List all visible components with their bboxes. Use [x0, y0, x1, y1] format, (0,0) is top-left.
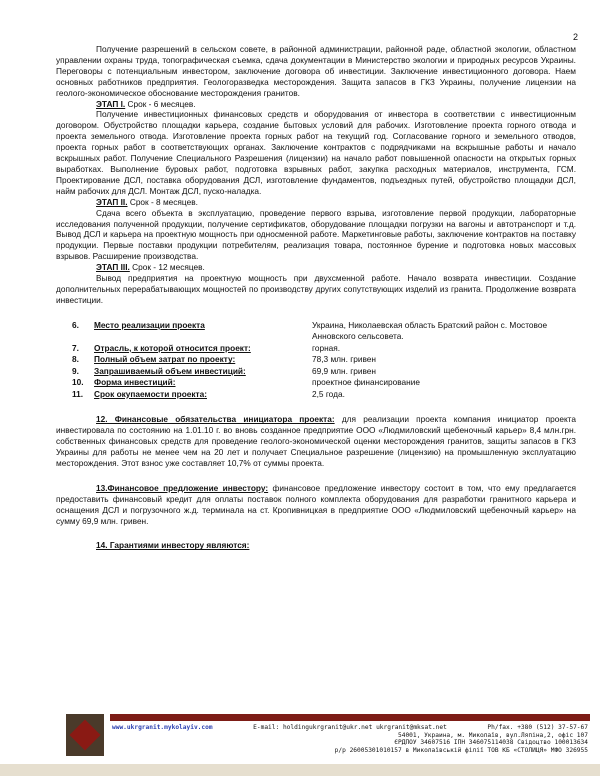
item-label: Форма инвестиций: — [94, 377, 176, 388]
stage-2-heading — [96, 197, 576, 208]
item-label: Полный объем затрат по проекту: — [94, 354, 236, 365]
stage-2-label: ЭТАП II. — [96, 196, 128, 207]
stage-3-label: ЭТАП III. — [96, 262, 130, 273]
item-number: 9. — [72, 365, 79, 376]
section-12-text: для реализации проекта компания инициатор проекта инвестировала по состоянию на 1.01.10 г. во вновь созданное предприятие ООО «Людмиловский щебеночный карьер» 8,4 млн.грн. собственных финансовых средств для проведение геолого-экономической оценки месторождения гранитов, защиты запасов в ГКЗ Украины для работы не менее чем на 20 лет и получает Специальное разрешение (лицензию) на промышленную эксплуатацию месторождения. Этот взнос уже составляет 10,7% от суммы проекта. — [56, 414, 576, 468]
codes-text: ЄРДПОУ 34607516 ІПН 346075114038 Свідоцтво 100013634 — [394, 739, 588, 747]
section-13-text: финансовое предложение инвестору состоит в том, что ему предлагается предоставить финансовый кредит для оплаты поставок полного комплекта оборудования для разработки гранитного карьера и оснащения ДСЛ и погрузочного ж.д. терминала на ст. Кропивницкая в предприятие ООО «Людмиловский щебеночный карьер» на сумму 69,9 млн. гривен. — [56, 482, 577, 526]
item-number: 11. — [72, 388, 84, 399]
email-text[interactable]: E-mail: holdingukrgranit@ukr.net ukrgranit@mksat.net — [253, 724, 447, 731]
section-12-heading: 12. Финансовые обязательства инициатора проекта: — [96, 414, 335, 425]
list-item — [72, 354, 576, 366]
address-text: 54001, Украина, м. Миколаїв, вул.Ляпіна,2, офіс 107 — [398, 731, 588, 739]
document-body — [56, 44, 576, 551]
list-item — [72, 389, 576, 401]
section-13 — [56, 483, 576, 527]
stage-2-term: Срок - 8 месяцев. — [127, 196, 198, 207]
stage-1-text: Получение инвестиционных финансовых средств и оборудования от инвестора в соответствии с инвестиционным договором. Обустройство площадки карьера, создание бытовых условий для рабочих. Изготовление проекта горного отвода и проекта земельного отвода. Изготовление проекта горных работ на текущий год. Согласование горного и земельного отводов, проекта горных работ в соответствующих органах. Заключение контрактов с подрядчиками на вскрышные работы и начало вскрышных работ. Получение Специального Разрешения (лицензии) на начало работ повышенной опасности на открытых горных выработках. Выполнение буровых работ, подготовка взрывных работ, закупка расходных материалов, инструмента, ГСМ. Проектирование ДСЛ, поставка оборудования ДСЛ, изготовление фундаментов, подъездных путей, обустройство площадки ДСЛ, найм рабочих для ДСЛ. Монтаж ДСЛ, пуско-наладка. — [56, 109, 576, 196]
stage-3-heading — [96, 262, 576, 273]
item-value: 69,9 млн. гривен — [312, 365, 376, 376]
footer-divider-bar — [110, 714, 590, 721]
item-value: 78,3 млн. гривен — [312, 354, 376, 365]
account-text: р/р 26005301010157 в Миколаївській філії ТОВ КБ «СТОЛИЦЯ» МФО 326955 — [334, 746, 588, 754]
website-link[interactable]: www.ukrgranit.mykolayiv.com — [112, 724, 213, 731]
footer-stripe — [0, 764, 600, 776]
list-item — [72, 366, 576, 378]
item-label: Отрасль, к которой относится проект: — [94, 342, 251, 353]
stage-2-text: Сдача всего объекта в эксплуатацию, проведение первого взрыва, изготовление первой продукции, лабораторные исследования полученной продукции, получение сертификатов, оборудование площадки погрузки на вагоны и автотранспорт и т.д. Вывод ДСЛ и карьера на проектную мощность при односменной работе. Маркетинговые работы, заключение контрактов на поставку продукции. Первые поставки продукции потребителям, реализация товара, постоянное бурение и подготовка новых массовых взрывов. Расширение производства. — [56, 207, 576, 262]
stage-3-term: Срок - 12 месяцев. — [129, 262, 205, 273]
company-logo — [66, 714, 104, 756]
stage-1-heading — [96, 99, 576, 110]
list-item — [72, 343, 576, 355]
item-label: Запрашиваемый объем инвестиций: — [94, 365, 246, 376]
stage-1-term: Срок - 6 месяцев. — [125, 98, 196, 109]
section-14 — [56, 540, 576, 551]
footer-contacts — [112, 724, 588, 754]
project-summary-list — [72, 320, 576, 401]
phone-text: Ph/fax. +380 (512) 37-57-67 — [487, 724, 588, 731]
item-number: 10. — [72, 377, 84, 388]
stage-3-text: Вывод предприятия на проектную мощность при двухсменной работе. Начало возврата инвестиции. Создание дополнительных перерабатывающих мощностей по производству других сопутствующих изделий из гранита. Продолжение возврата инвестиции. — [56, 273, 576, 305]
item-label: Место реализации проекта — [94, 319, 205, 330]
list-item — [72, 320, 576, 343]
section-12 — [56, 414, 576, 469]
page-number: 2 — [572, 32, 578, 42]
footer-line-1 — [112, 724, 588, 732]
list-item — [72, 377, 576, 389]
item-number: 8. — [72, 354, 79, 365]
item-label: Срок окупаемости проекта: — [94, 388, 207, 399]
item-value: 2,5 года. — [312, 388, 345, 399]
letterhead-footer — [0, 708, 600, 776]
section-13-heading: 13.Финансовое предложение инвестору: — [96, 482, 269, 493]
item-value: горная. — [312, 342, 341, 353]
item-number: 7. — [72, 342, 79, 353]
intro-paragraph: Получение разрешений в сельском совете, в районной администрации, районной раде, областной экологии, областном управлении охраны труда, топографическая съемка, сдача документации в Министерство экологии и природных ресурсов Украины. Переговоры с потенциальным инвестором, заключение договора об инвестиции. Заключение инвестиционного договора. Наем основных работников предприятия. Геологоразведка месторождения. Защита запасов в ГКЗ Украины, получение лицензии на геолого-экономическое обоснование месторождения гранитов. — [56, 44, 576, 98]
item-value: проектное финансирование — [312, 377, 420, 388]
item-number: 6. — [72, 319, 79, 330]
item-value: Украина, Николаевская область Братский район с. Мостовое Анновского сельсовета. — [312, 319, 548, 342]
stage-1-label: ЭТАП I. — [96, 98, 126, 109]
section-14-heading: 14. Гарантиями инвестору являются: — [96, 540, 250, 551]
